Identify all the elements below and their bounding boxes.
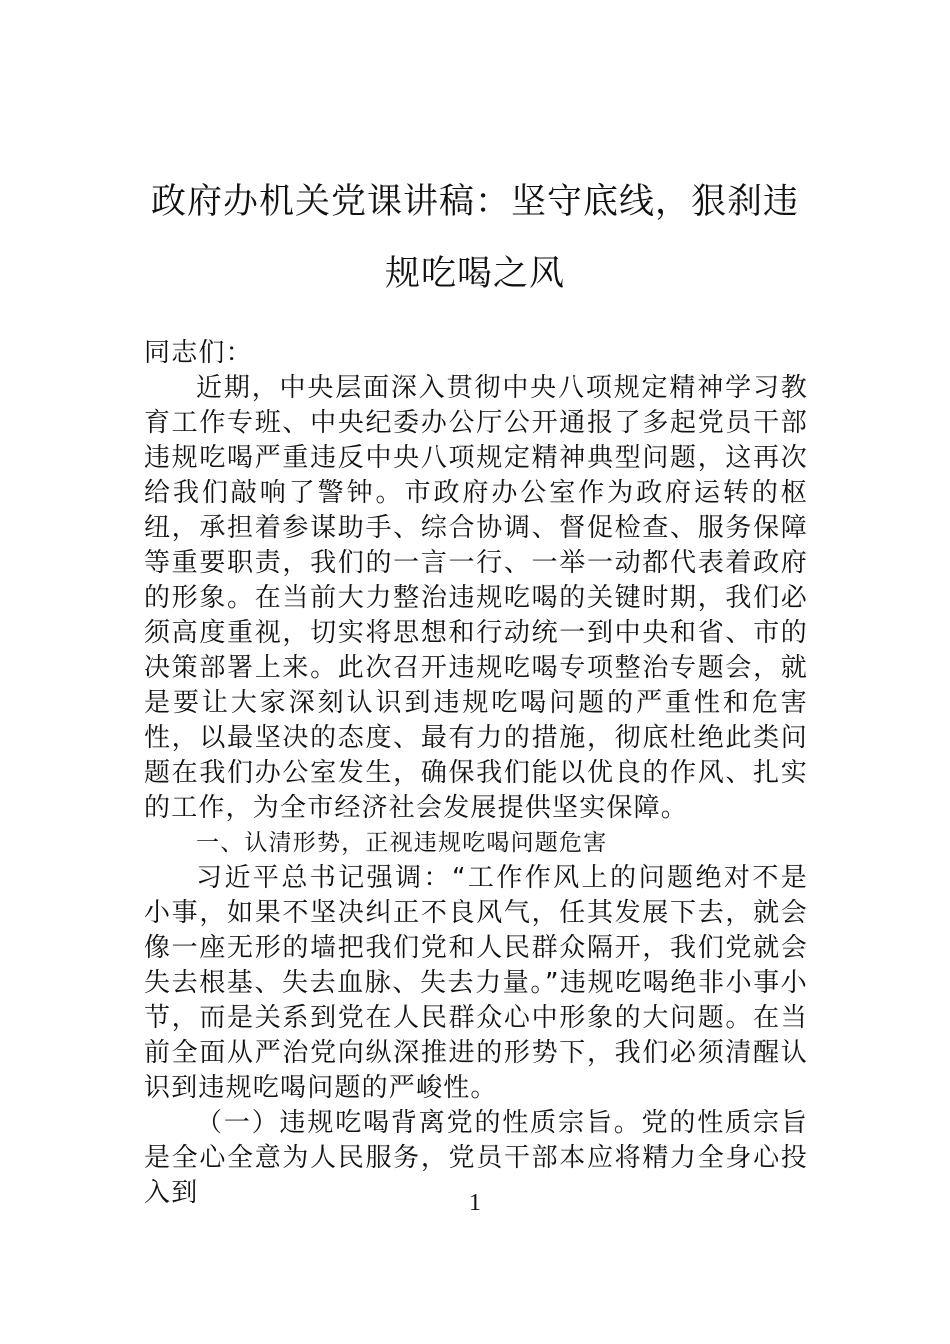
intro-paragraph: 近期，中央层面深入贯彻中央八项规定精神学习教育工作专班、中央纪委办公厅公开通报了多起党员干部违规吃喝严重违反中央八项规定精神典型问题，这再次给我们敲响了警钟。市政府办公室作为政府运转的枢纽，承担着参谋助手、综合协调、督促检查、服务保障等重要职责，我们的一言一行、一举一动都代表着政府的形象。在当前大力整治违规吃喝的关键时期，我们必须高度重视，切实将思想和行动统一到中央和省、市的决策部署上来。此次召开违规吃喝专项整治专题会，就是要让大家深刻认识到违规吃喝问题的严重性和危害性，以最坚决的态度、最有力的措施，彻底杜绝此类问题在我们办公室发生，确保我们能以优良的作风、扎实的工作，为全市经济社会发展提供坚实保障。 [144,373,808,823]
page-number: 1 [469,1190,481,1216]
document-title: 政府办机关党课讲稿：坚守底线，狠刹违规吃喝之风 [150,182,799,294]
section-heading: 一、认清形势，正视违规吃喝问题危害 [196,830,608,856]
section-paragraph: 习近平总书记强调：“工作作风上的问题绝对不是小事，如果不坚决纠正不良风气，任其发展下去，就会像一座无形的墙把我们党和人民群众隔开，我们党就会失去根基、失去血脉、失去力量。”违规吃喝绝非小事小节，而是关系到党在人民群众心中形象的大问题。在当前全面从严治党向纵深推进的形势下，我们必须清醒认识到违规吃喝问题的严峻性。 [144,863,808,1103]
document-body [144,336,808,1211]
salutation: 同志们： [144,338,253,368]
subsection-paragraph: （一）违规吃喝背离党的性质宗旨。党的性质宗旨是全心全意为人民服务，党员干部本应将精力全身心投入到 [144,1108,808,1208]
